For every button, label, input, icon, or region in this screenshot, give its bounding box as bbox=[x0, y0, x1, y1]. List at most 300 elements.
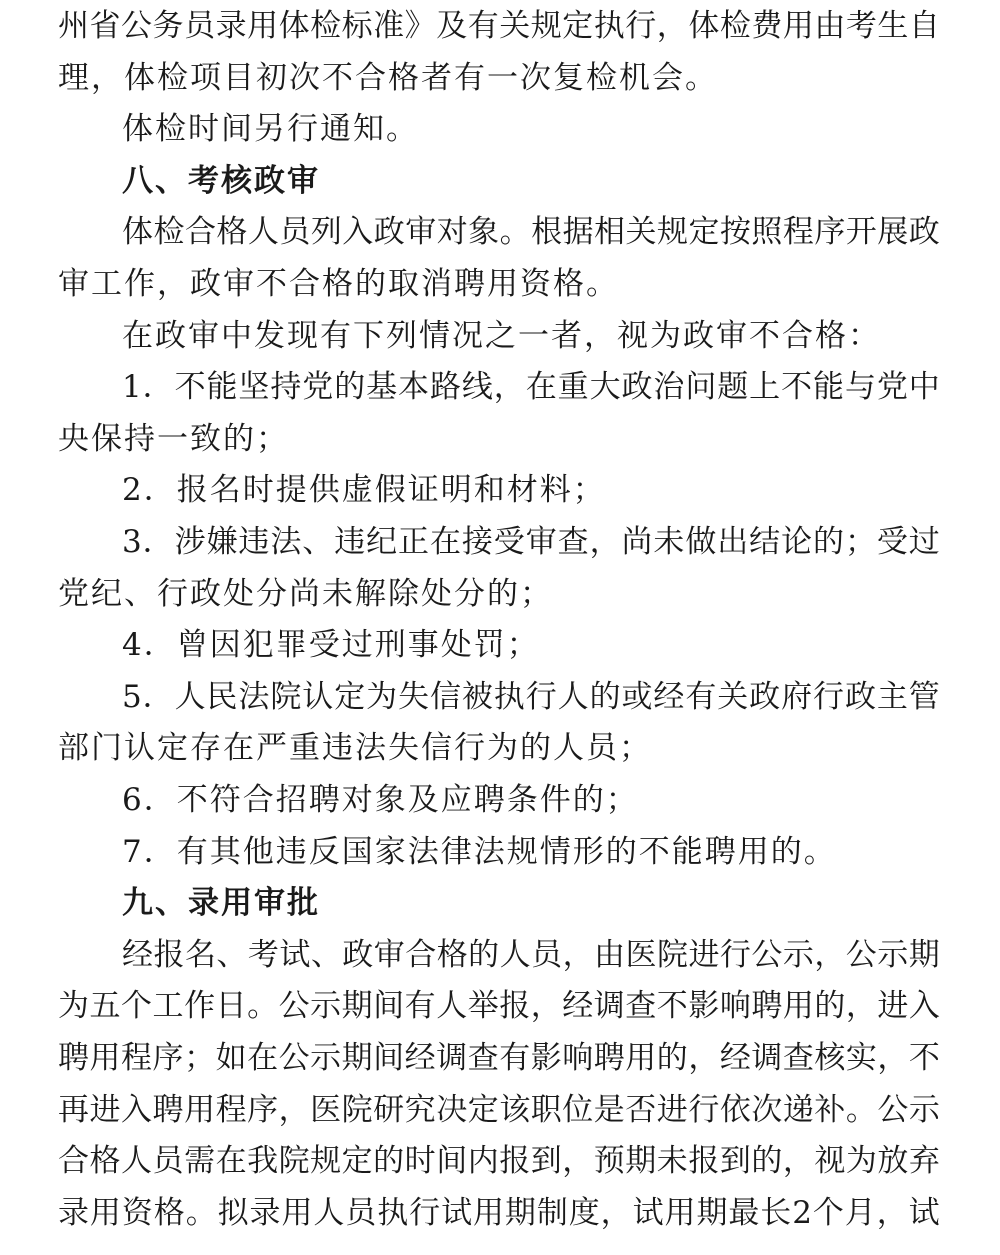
glyph: 考 bbox=[247, 936, 279, 973]
glyph: 试 bbox=[279, 936, 311, 973]
glyph: 坚 bbox=[238, 369, 270, 406]
glyph: 检 bbox=[153, 214, 185, 251]
glyph: ， bbox=[814, 936, 846, 973]
glyph: 接 bbox=[461, 524, 493, 560]
line-text: 审工作，政审不合格的取消聘用资格。 bbox=[58, 266, 619, 302]
glyph: 有 bbox=[404, 988, 436, 1025]
glyph: 试 bbox=[441, 1194, 473, 1231]
glyph: 关 bbox=[625, 214, 657, 251]
glyph: 自 bbox=[908, 8, 940, 44]
glyph: 政 bbox=[908, 214, 940, 251]
glyph: ， bbox=[562, 936, 594, 973]
text-line bbox=[58, 258, 940, 310]
glyph: 照 bbox=[751, 214, 783, 251]
glyph: 核 bbox=[814, 1040, 846, 1076]
glyph: 院 bbox=[278, 1143, 310, 1180]
glyph: 在 bbox=[247, 1040, 279, 1076]
glyph: 不 bbox=[174, 369, 206, 406]
glyph: 试 bbox=[632, 1194, 664, 1231]
glyph: 查 bbox=[625, 988, 657, 1025]
text-line bbox=[122, 103, 940, 155]
glyph: 有 bbox=[467, 8, 499, 44]
glyph: 员 bbox=[345, 1194, 377, 1231]
text-line bbox=[122, 516, 940, 568]
glyph: 经 bbox=[719, 1040, 751, 1076]
glyph: 。 bbox=[247, 988, 279, 1025]
glyph: ． bbox=[142, 369, 174, 406]
glyph: 职 bbox=[530, 1091, 562, 1128]
glyph: 审 bbox=[405, 214, 437, 251]
glyph: 到 bbox=[530, 1143, 562, 1180]
glyph: 影 bbox=[530, 1040, 562, 1076]
glyph: 员 bbox=[279, 214, 311, 251]
glyph: 5 bbox=[122, 678, 142, 715]
glyph: 嫌 bbox=[206, 524, 238, 560]
glyph: 象 bbox=[468, 214, 500, 251]
glyph: 过 bbox=[908, 524, 940, 560]
glyph: 人 bbox=[313, 1194, 345, 1231]
glyph: 涉 bbox=[174, 524, 206, 560]
text-line bbox=[122, 361, 940, 413]
glyph: 受 bbox=[493, 524, 525, 560]
glyph: 及 bbox=[436, 8, 468, 44]
glyph: 用 bbox=[782, 8, 814, 44]
glyph: 内 bbox=[467, 1143, 499, 1180]
glyph: 州 bbox=[58, 8, 89, 44]
glyph: 不 bbox=[908, 1040, 940, 1076]
glyph: 位 bbox=[562, 1091, 594, 1128]
glyph: 名 bbox=[184, 936, 216, 973]
glyph: 制 bbox=[536, 1194, 568, 1231]
glyph: 政 bbox=[342, 936, 374, 973]
glyph: 是 bbox=[593, 1091, 625, 1128]
glyph: 示 bbox=[877, 936, 909, 973]
glyph: ， bbox=[600, 1194, 632, 1231]
glyph: 行 bbox=[719, 936, 751, 973]
glyph: 路 bbox=[429, 369, 461, 406]
glyph: 格 bbox=[216, 214, 248, 251]
glyph: 放 bbox=[877, 1143, 909, 1180]
line-text: 2．报名时提供虚假证明和材料； bbox=[122, 472, 606, 509]
glyph: 能 bbox=[206, 369, 238, 406]
glyph: 在 bbox=[215, 1143, 247, 1180]
glyph: 响 bbox=[719, 988, 751, 1025]
glyph: 再 bbox=[58, 1091, 89, 1128]
glyph: 为 bbox=[366, 678, 398, 715]
glyph: 日 bbox=[215, 988, 247, 1025]
glyph: 行 bbox=[409, 1194, 441, 1231]
glyph: 做 bbox=[685, 524, 717, 560]
glyph: 示 bbox=[310, 1040, 342, 1076]
glyph: 开 bbox=[845, 214, 877, 251]
glyph: 据 bbox=[562, 214, 594, 251]
glyph: 人 bbox=[557, 678, 589, 715]
glyph: 审 bbox=[373, 936, 405, 973]
glyph: 经 bbox=[122, 936, 153, 973]
glyph: 与 bbox=[844, 369, 876, 406]
glyph: 失 bbox=[398, 678, 430, 715]
glyph: 医 bbox=[310, 1091, 342, 1128]
glyph: 实 bbox=[845, 1040, 877, 1076]
glyph: 审 bbox=[525, 524, 557, 560]
glyph: 政 bbox=[749, 678, 781, 715]
glyph: 期 bbox=[341, 988, 373, 1025]
glyph: 人 bbox=[174, 678, 206, 715]
glyph: 需 bbox=[184, 1143, 216, 1180]
glyph: 入 bbox=[342, 214, 374, 251]
glyph: 补 bbox=[814, 1091, 846, 1128]
glyph: 不 bbox=[656, 988, 688, 1025]
glyph: 党 bbox=[876, 369, 908, 406]
glyph: 的 bbox=[334, 369, 366, 406]
text-line bbox=[58, 980, 940, 1032]
glyph: 工 bbox=[152, 988, 184, 1025]
line-text: 4．曾因犯罪受过刑事处罚； bbox=[122, 627, 540, 664]
glyph: 期 bbox=[625, 1143, 657, 1180]
glyph: 拟 bbox=[217, 1194, 249, 1231]
glyph: 的 bbox=[751, 1143, 783, 1180]
glyph: 展 bbox=[877, 214, 909, 251]
text-line bbox=[122, 774, 940, 826]
text-line bbox=[58, 568, 940, 620]
glyph: 查 bbox=[467, 1040, 499, 1076]
glyph: 重 bbox=[557, 369, 589, 406]
text-line bbox=[58, 1084, 940, 1136]
glyph: 不 bbox=[781, 369, 813, 406]
glyph: ， bbox=[530, 988, 562, 1025]
glyph: 我 bbox=[247, 1143, 279, 1180]
glyph: 务 bbox=[152, 8, 184, 44]
glyph: 、 bbox=[310, 936, 342, 973]
glyph: 由 bbox=[594, 936, 626, 973]
glyph: 在 bbox=[429, 524, 461, 560]
text-line bbox=[122, 464, 940, 516]
glyph: 员 bbox=[152, 1143, 184, 1180]
glyph: 执 bbox=[493, 678, 525, 715]
glyph: 党 bbox=[302, 369, 334, 406]
glyph: 在 bbox=[525, 369, 557, 406]
line-text: 央保持一致的； bbox=[58, 420, 289, 457]
glyph: 规 bbox=[310, 1143, 342, 1180]
glyph: 程 bbox=[121, 1040, 153, 1076]
glyph: 用 bbox=[281, 1194, 313, 1231]
glyph: 定 bbox=[341, 1143, 373, 1180]
glyph: 序 bbox=[152, 1040, 184, 1076]
glyph: 期 bbox=[504, 1194, 536, 1231]
glyph: 违 bbox=[238, 524, 270, 560]
glyph: 格 bbox=[153, 1194, 185, 1231]
glyph: ． bbox=[142, 524, 174, 560]
glyph: 的 bbox=[656, 1040, 688, 1076]
section-heading bbox=[122, 155, 940, 207]
glyph: 1 bbox=[122, 369, 142, 406]
glyph: 的 bbox=[813, 524, 845, 560]
glyph: 个 bbox=[812, 1194, 844, 1231]
glyph: 用 bbox=[89, 1040, 121, 1076]
glyph: 递 bbox=[782, 1091, 814, 1128]
glyph: 资 bbox=[121, 1194, 153, 1231]
glyph: 府 bbox=[781, 678, 813, 715]
glyph: 纪 bbox=[366, 524, 398, 560]
glyph: 法 bbox=[270, 524, 302, 560]
glyph: 期 bbox=[341, 1040, 373, 1076]
glyph: 行 bbox=[813, 678, 845, 715]
line-text: 在政审中发现有下列情况之一者，视为政审不合格： bbox=[122, 317, 881, 354]
glyph: 生 bbox=[877, 8, 909, 44]
glyph: 查 bbox=[557, 524, 589, 560]
glyph: 报 bbox=[688, 1143, 720, 1180]
glyph: 院 bbox=[270, 678, 302, 715]
glyph: 对 bbox=[436, 214, 468, 251]
heading-text: 八、考核政审 bbox=[122, 162, 320, 199]
glyph: 用 bbox=[184, 1091, 216, 1128]
glyph: 线 bbox=[461, 369, 493, 406]
glyph: 体 bbox=[122, 214, 153, 251]
glyph: 报 bbox=[153, 936, 185, 973]
glyph: 合 bbox=[405, 936, 437, 973]
glyph: 程 bbox=[215, 1091, 247, 1128]
glyph: 调 bbox=[593, 988, 625, 1025]
glyph: 按 bbox=[719, 214, 751, 251]
glyph: 省 bbox=[89, 8, 121, 44]
glyph: 未 bbox=[653, 524, 685, 560]
glyph: 经 bbox=[404, 1040, 436, 1076]
glyph: 合 bbox=[184, 214, 216, 251]
glyph: 公 bbox=[877, 1091, 909, 1128]
glyph: 的 bbox=[589, 678, 621, 715]
glyph: 聘 bbox=[58, 1040, 89, 1076]
text-line bbox=[122, 206, 940, 258]
glyph: 本 bbox=[398, 369, 430, 406]
glyph: 违 bbox=[334, 524, 366, 560]
glyph: 基 bbox=[366, 369, 398, 406]
glyph: 经 bbox=[653, 678, 685, 715]
glyph: 响 bbox=[562, 1040, 594, 1076]
glyph: 聘 bbox=[152, 1091, 184, 1128]
glyph: 》 bbox=[404, 8, 436, 44]
glyph: 公 bbox=[845, 936, 877, 973]
glyph: 举 bbox=[467, 988, 499, 1025]
glyph: 格 bbox=[89, 1143, 121, 1180]
glyph: 入 bbox=[121, 1091, 153, 1128]
glyph: ， bbox=[876, 1194, 908, 1231]
glyph: 月 bbox=[844, 1194, 876, 1231]
glyph: 定 bbox=[562, 8, 594, 44]
text-line bbox=[58, 1032, 940, 1084]
glyph: 调 bbox=[436, 1040, 468, 1076]
glyph: 医 bbox=[625, 936, 657, 973]
glyph: 员 bbox=[531, 936, 563, 973]
glyph: 用 bbox=[782, 988, 814, 1025]
heading-text: 九、录用审批 bbox=[122, 885, 320, 922]
glyph: 研 bbox=[373, 1091, 405, 1128]
glyph: 预 bbox=[593, 1143, 625, 1180]
glyph: 关 bbox=[717, 678, 749, 715]
glyph: 为 bbox=[58, 988, 89, 1025]
text-line bbox=[122, 619, 940, 671]
glyph: 民 bbox=[206, 678, 238, 715]
glyph: 院 bbox=[656, 936, 688, 973]
glyph: ； bbox=[184, 1040, 216, 1076]
glyph: 期 bbox=[696, 1194, 728, 1231]
glyph: 公 bbox=[278, 988, 310, 1025]
glyph: 次 bbox=[751, 1091, 783, 1128]
glyph: 间 bbox=[373, 988, 405, 1025]
glyph: 或 bbox=[621, 678, 653, 715]
glyph: 问 bbox=[685, 369, 717, 406]
glyph: 查 bbox=[782, 1040, 814, 1076]
glyph: 执 bbox=[593, 8, 625, 44]
glyph: 人 bbox=[436, 988, 468, 1025]
glyph: 程 bbox=[782, 214, 814, 251]
text-line bbox=[58, 52, 940, 104]
glyph: 报 bbox=[499, 1143, 531, 1180]
glyph: 示 bbox=[782, 936, 814, 973]
glyph: 治 bbox=[653, 369, 685, 406]
glyph: 认 bbox=[302, 678, 334, 715]
glyph: 中 bbox=[908, 369, 940, 406]
glyph: 作 bbox=[184, 988, 216, 1025]
glyph: 时 bbox=[404, 1143, 436, 1180]
glyph: 影 bbox=[688, 988, 720, 1025]
section-heading bbox=[122, 877, 940, 929]
text-line bbox=[58, 413, 940, 465]
glyph: 员 bbox=[184, 8, 216, 44]
glyph: 行 bbox=[625, 8, 657, 44]
glyph: 视 bbox=[814, 1143, 846, 1180]
glyph: 五 bbox=[89, 988, 121, 1025]
text-line bbox=[122, 310, 940, 362]
glyph: 录 bbox=[58, 1194, 89, 1231]
glyph: 政 bbox=[621, 369, 653, 406]
glyph: 根 bbox=[531, 214, 563, 251]
glyph: 定 bbox=[467, 1091, 499, 1128]
glyph: 3 bbox=[122, 524, 142, 560]
glyph: 列 bbox=[310, 214, 342, 251]
glyph: 有 bbox=[499, 1040, 531, 1076]
glyph: 人 bbox=[247, 214, 279, 251]
glyph: 。 bbox=[185, 1194, 217, 1231]
glyph: 政 bbox=[844, 678, 876, 715]
glyph: 由 bbox=[814, 8, 846, 44]
glyph: 间 bbox=[373, 1040, 405, 1076]
glyph: 标 bbox=[341, 8, 373, 44]
line-text: 体检时间另行通知。 bbox=[122, 111, 419, 148]
glyph: 定 bbox=[334, 678, 366, 715]
glyph: 调 bbox=[751, 1040, 783, 1076]
glyph: 进 bbox=[688, 936, 720, 973]
glyph: 到 bbox=[719, 1143, 751, 1180]
glyph: 检 bbox=[310, 8, 342, 44]
glyph: 经 bbox=[562, 988, 594, 1025]
glyph: 2 bbox=[792, 1194, 812, 1231]
glyph: 关 bbox=[499, 8, 531, 44]
glyph: 出 bbox=[717, 524, 749, 560]
glyph: 信 bbox=[429, 678, 461, 715]
glyph: 用 bbox=[625, 1040, 657, 1076]
glyph: 持 bbox=[270, 369, 302, 406]
glyph: 尚 bbox=[621, 524, 653, 560]
glyph: 公 bbox=[751, 936, 783, 973]
glyph: 大 bbox=[589, 369, 621, 406]
glyph: 间 bbox=[436, 1143, 468, 1180]
glyph: 期 bbox=[908, 936, 940, 973]
glyph: 体 bbox=[688, 8, 720, 44]
glyph: 定 bbox=[688, 214, 720, 251]
glyph: 录 bbox=[249, 1194, 281, 1231]
glyph: ， bbox=[493, 369, 525, 406]
glyph: 合 bbox=[58, 1143, 89, 1180]
glyph: ； bbox=[844, 524, 876, 560]
text-line bbox=[122, 929, 940, 981]
glyph: 、 bbox=[302, 524, 334, 560]
glyph: ， bbox=[562, 1143, 594, 1180]
glyph: 费 bbox=[751, 8, 783, 44]
glyph: 、 bbox=[216, 936, 248, 973]
glyph: 用 bbox=[472, 1194, 504, 1231]
glyph: 公 bbox=[278, 1040, 310, 1076]
glyph: ， bbox=[877, 1040, 909, 1076]
glyph: 该 bbox=[499, 1091, 531, 1128]
glyph: 序 bbox=[814, 214, 846, 251]
glyph: 执 bbox=[377, 1194, 409, 1231]
glyph: 最 bbox=[728, 1194, 760, 1231]
line-text: 部门认定存在严重违法失信行为的人员； bbox=[58, 730, 652, 767]
glyph: 长 bbox=[760, 1194, 792, 1231]
glyph: 用 bbox=[89, 1194, 121, 1231]
glyph: 能 bbox=[813, 369, 845, 406]
glyph: 。 bbox=[845, 1091, 877, 1128]
glyph: 规 bbox=[656, 214, 688, 251]
glyph: 依 bbox=[719, 1091, 751, 1128]
line-text: 7．有其他违反国家法律法规情形的不能聘用的。 bbox=[122, 833, 837, 870]
line-text: 党纪、行政处分尚未解除处分的； bbox=[58, 575, 553, 612]
glyph: 管 bbox=[908, 678, 940, 715]
line-text: 6．不符合招聘对象及应聘条件的； bbox=[122, 782, 639, 818]
glyph: 行 bbox=[525, 678, 557, 715]
text-line bbox=[58, 722, 940, 774]
glyph: 进 bbox=[656, 1091, 688, 1128]
glyph: 人 bbox=[121, 1143, 153, 1180]
glyph: 如 bbox=[215, 1040, 247, 1076]
glyph: 的 bbox=[814, 988, 846, 1025]
glyph: ， bbox=[782, 1143, 814, 1180]
glyph: 进 bbox=[89, 1091, 121, 1128]
glyph: 试 bbox=[908, 1194, 940, 1231]
glyph: 录 bbox=[215, 8, 247, 44]
glyph: 论 bbox=[781, 524, 813, 560]
glyph: 。 bbox=[499, 214, 531, 251]
glyph: 被 bbox=[461, 678, 493, 715]
glyph: 聘 bbox=[593, 1040, 625, 1076]
glyph: 检 bbox=[719, 8, 751, 44]
glyph: ． bbox=[142, 678, 174, 715]
glyph: 人 bbox=[499, 936, 531, 973]
glyph: 入 bbox=[908, 988, 940, 1025]
glyph: 弃 bbox=[908, 1143, 940, 1180]
glyph: 准 bbox=[373, 8, 405, 44]
glyph: 有 bbox=[685, 678, 717, 715]
glyph: 格 bbox=[436, 936, 468, 973]
glyph: 序 bbox=[247, 1091, 279, 1128]
glyph: 为 bbox=[845, 1143, 877, 1180]
glyph: 用 bbox=[247, 8, 279, 44]
text-line bbox=[58, 1135, 940, 1187]
glyph: 否 bbox=[625, 1091, 657, 1128]
glyph: 决 bbox=[436, 1091, 468, 1128]
glyph: 示 bbox=[310, 988, 342, 1025]
glyph: 法 bbox=[238, 678, 270, 715]
